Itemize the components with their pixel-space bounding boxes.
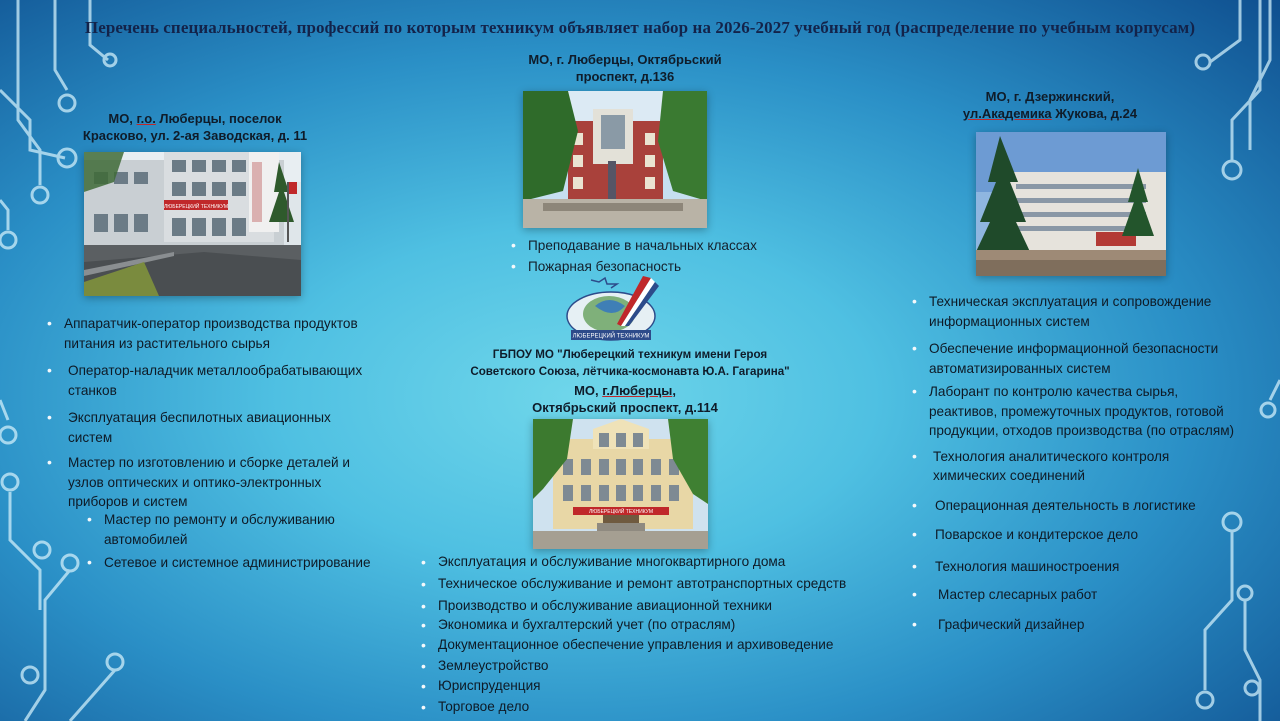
center-top-address-line1: МО, г. Люберцы, Октябрьский (528, 52, 722, 67)
right-address (930, 88, 1170, 122)
logo-text: ЛЮБЕРЕЦКИЙ ТЕХНИКУМ (572, 333, 650, 340)
page-title: Перечень специальностей, профессий по которым техникум объявляет набор на 2026-2027 учебный год (распределение по учебным корпусам) (84, 18, 1196, 37)
college-name (440, 346, 820, 380)
left-address-prefix: МО, (108, 111, 137, 126)
list-item: • Пожарная безопасность (508, 257, 808, 277)
list-item: • Обеспечение информационной безопасности автоматизированных систем (909, 339, 1239, 378)
center-bottom-building-photo (533, 419, 708, 549)
right-address-suffix: Жукова, д.24 (1051, 106, 1138, 121)
list-item: • Оператор-наладчик металлообрабатывающих станков (44, 361, 374, 400)
list-item: • Операционная деятельность в логистике (909, 496, 1239, 516)
left-address-underlined: г.о. (136, 111, 156, 126)
left-address-suffix: Люберцы, поселок (155, 111, 282, 126)
list-item: • Мастер по изготовлению и сборке деталей и узлов оптических и оптико-электронных приборов и систем (44, 453, 374, 512)
list-item: • Технология аналитического контроля химических соединений (909, 447, 1239, 486)
college-name-line1: ГБПОУ МО "Люберецкий техникум имени Героя (492, 348, 768, 361)
left-building-photo (84, 152, 301, 296)
center-top-address (480, 51, 770, 85)
list-item: • Эксплуатация и обслуживание многоквартирного дома (418, 552, 898, 573)
list-item: • Мастер по ремонту и обслуживанию автомобилей (84, 510, 374, 549)
list-item: • Техническая эксплуатация и сопровождение информационных систем (909, 292, 1239, 331)
center-top-program-list (508, 236, 808, 276)
list-item: • Преподавание в начальных классах (508, 236, 808, 256)
left-sub-list (84, 510, 374, 573)
center-bottom-address-line2: Октябрьский проспект, д.114 (532, 400, 718, 415)
left-address-line2: Красково, ул. 2-ая Заводская, д. 11 (82, 128, 308, 143)
list-item: • Технология машиностроения (909, 557, 1239, 577)
college-name-line2: Советского Союза, лётчика-космонавта Ю.А. Гагарина" (470, 365, 790, 378)
right-address-underlined: ул.Академика (962, 106, 1052, 121)
list-item: • Лаборант по контролю качества сырья, реактивов, промежуточных продуктов, готовой продукции, отходов производства (по отраслям) (909, 382, 1239, 441)
college-emblem-icon (565, 276, 661, 342)
left-address (60, 110, 330, 144)
list-item: • Землеустройство (418, 656, 898, 677)
left-program-list (44, 314, 374, 512)
list-item: • Юриспруденция (418, 676, 898, 697)
list-item: • Производство и обслуживание авиационной техники (418, 596, 898, 617)
list-item: • Документационное обеспечение управления и архивоведение (418, 635, 898, 656)
list-item: • Сетевое и системное администрирование (84, 553, 374, 573)
center-bottom-photo-sign: ЛЮБЕРЕЦКИЙ ТЕХНИКУМ (588, 509, 654, 515)
right-program-list (909, 292, 1239, 634)
center-bottom-address-underlined: г.Люберцы (602, 383, 673, 398)
center-top-address-line2: проспект, д.136 (575, 69, 675, 84)
center-bottom-address (480, 382, 770, 416)
list-item: • Эксплуатация беспилотных авиационных систем (44, 408, 374, 447)
center-top-building-photo (523, 91, 707, 228)
list-item: • Экономика и бухгалтерский учет (по отраслям) (418, 615, 898, 636)
list-item: • Аппаратчик-оператор производства продуктов питания из растительного сырья (44, 314, 374, 353)
center-bottom-address-suffix: , (672, 383, 676, 398)
list-item: • Торговое дело (418, 697, 898, 718)
list-item: • Техническое обслуживание и ремонт автотранспортных средств (418, 574, 898, 595)
list-item: • Мастер слесарных работ (909, 585, 1239, 605)
center-bottom-program-list (418, 552, 898, 717)
center-bottom-address-prefix: МО, (574, 383, 603, 398)
right-building-photo (976, 132, 1166, 276)
right-address-line1: МО, г. Дзержинский, (985, 89, 1115, 104)
list-item: • Графический дизайнер (909, 615, 1239, 635)
list-item: • Поварское и кондитерское дело (909, 525, 1239, 545)
left-photo-sign: ЛЮБЕРЕЦКИЙ ТЕХНИКУМ (163, 204, 229, 210)
